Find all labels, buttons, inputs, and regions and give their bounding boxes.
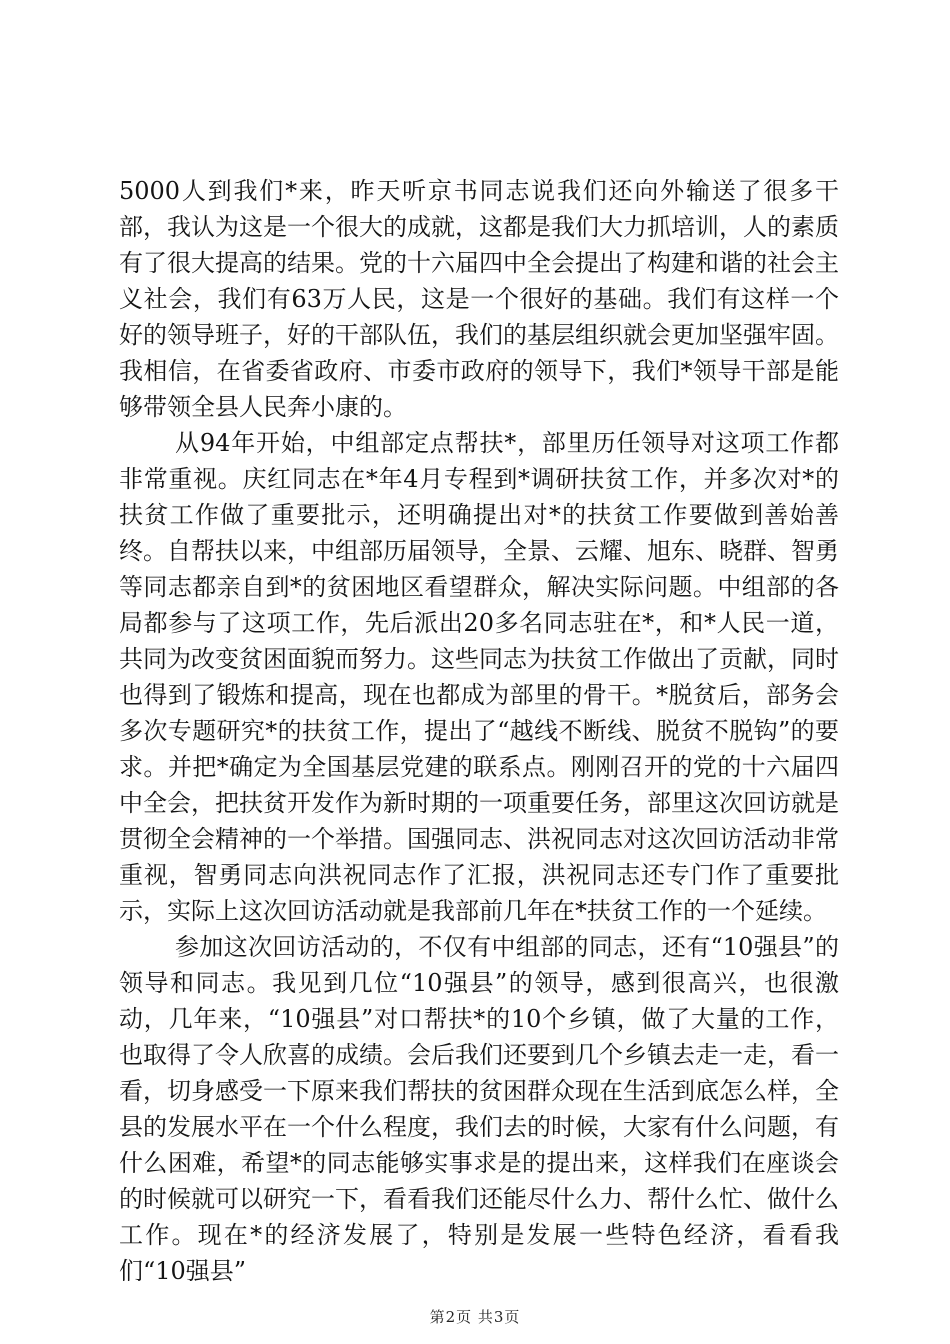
paragraph-1: 5000人到我们*来，昨天听京书同志说我们还向外输送了很多干部，我认为这是一个很大的成就，这都是我们大力抓培训，人的素质有了很大提高的结果。党的十六届四中全会提出了构建和谐的社会主义社会，我们有63万人民，这是一个很好的基础。我们有这样一个好的领导班子，好的干部队伍，我们的基层组织就会更加坚强牢固。我相信，在省委省政府、市委市政府的领导下，我们*领导干部是能够带领全县人民奔小康的。 [119,177,839,421]
page-footer: 第2页 共3页 [429,1308,521,1326]
paragraph-2: 从94年开始，中组部定点帮扶*，部里历任领导对这项工作都非常重视。庆红同志在*年4月专程到*调研扶贫工作，并多次对*的扶贫工作做了重要批示，还明确提出对*的扶贫工作要做到善始善终。自帮扶以来，中组部历届领导，全景、云耀、旭东、晓群、智勇等同志都亲自到*的贫困地区看望群众，解决实际问题。中组部的各局都参与了这项工作，先后派出20多名同志驻在*，和*人民一道，共同为改变贫困面貌而努力。这些同志为扶贫工作做出了贡献，同时也得到了锻炼和提高，现在也都成为部里的骨干。*脱贫后，部务会多次专题研究*的扶贫工作，提出了“越线不断线、脱贫不脱钩”的要求。并把*确定为全国基层党建的联系点。刚刚召开的党的十六届四中全会，把扶贫开发作为新时期的一项重要任务，部里这次回访就是贯彻全会精神的一个举措。国强同志、洪祝同志对这次回访活动非常重视，智勇同志向洪祝同志作了汇报，洪祝同志还专门作了重要批示，实际上这次回访活动就是我部前几年在*扶贫工作的一个延续。 [119,429,839,925]
document-body [119,173,839,1289]
paragraph-3: 参加这次回访活动的，不仅有中组部的同志，还有“10强县”的领导和同志。我见到几位“10强县”的领导，感到很高兴，也很激动，几年来，“10强县”对口帮扶*的10个乡镇，做了大量的工作，也取得了令人欣喜的成绩。会后我们还要到几个乡镇去走一走，看一看，切身感受一下原来我们帮扶的贫困群众现在生活到底怎么样，全县的发展水平在一个什么程度，我们去的时候，大家有什么问题，有什么困难，希望*的同志能够实事求是的提出来，这样我们在座谈会的时候就可以研究一下，看看我们还能尽什么力、帮什么忙、做什么工作。现在*的经济发展了，特别是发展一些特色经济，看看我们“10强县” [119,933,839,1285]
